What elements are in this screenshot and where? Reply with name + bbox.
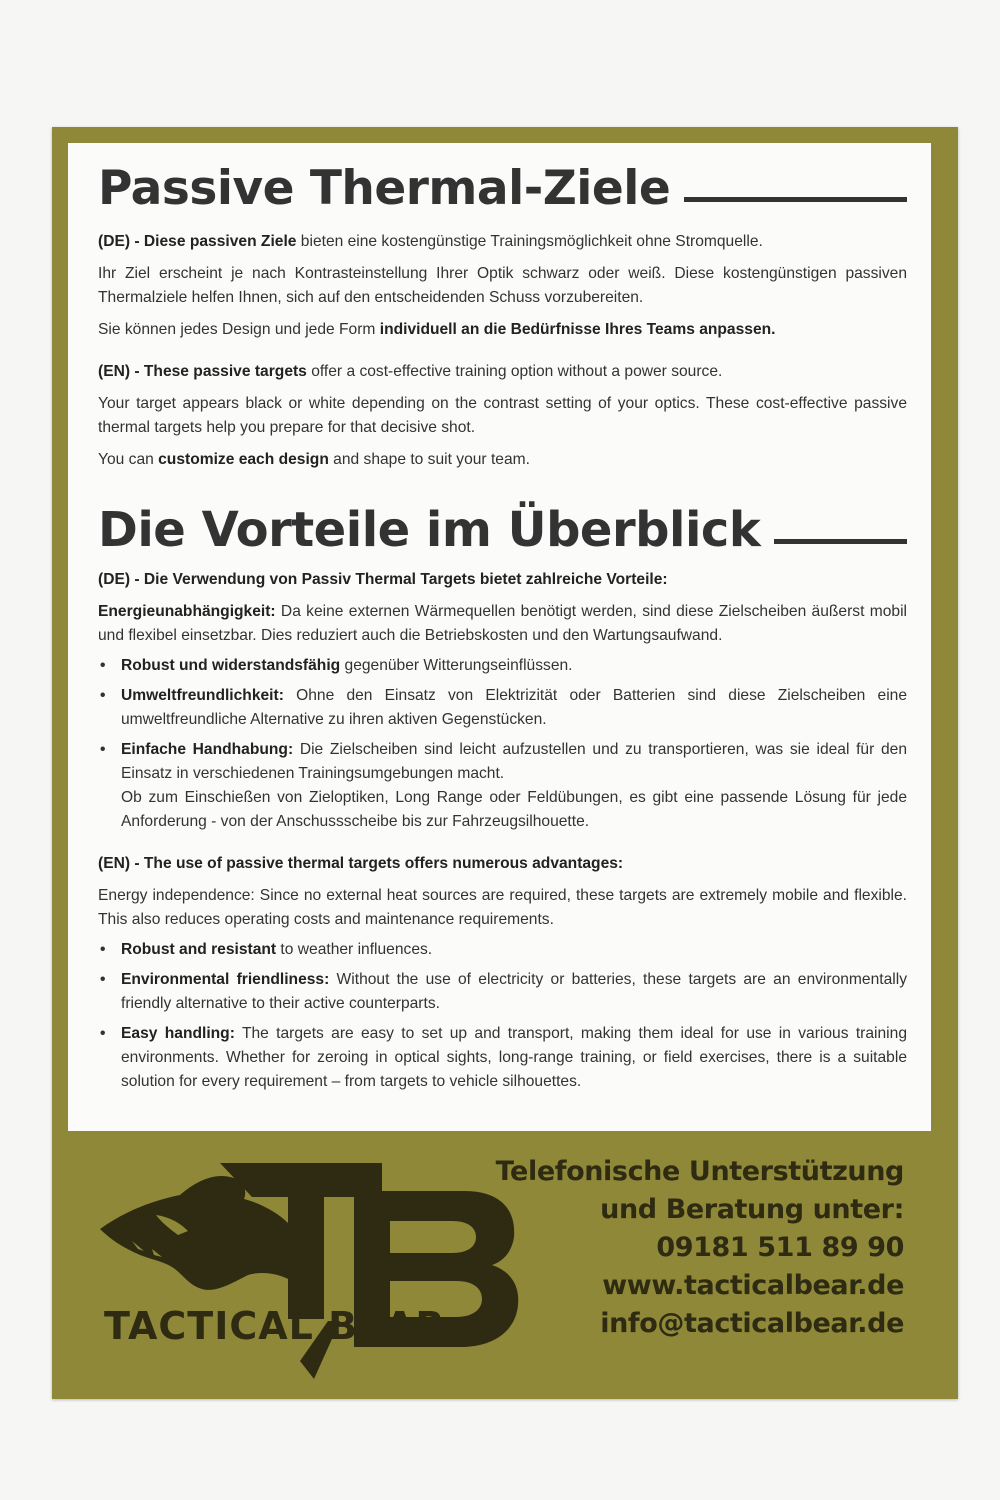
bullet-text: gegenüber Witterungseinflüssen. bbox=[340, 657, 573, 674]
bullet-text: to weather influences. bbox=[276, 941, 433, 958]
bullet-text: Without the use of electricity or batteries, these targets are an environmentally friendly alternative to their active counterparts. bbox=[121, 971, 907, 1012]
bullet-bold: Environmental friendliness: bbox=[121, 971, 330, 988]
en-advantages-heading-text: (EN) - The use of passive thermal targets offers numerous advantages: bbox=[98, 855, 624, 872]
bullet-bold: Robust und widerstandsfähig bbox=[121, 657, 341, 674]
de-intro bbox=[98, 230, 907, 254]
title-underline bbox=[684, 197, 907, 202]
bullet-bold: Einfache Handhabung: bbox=[121, 741, 294, 758]
list-item bbox=[98, 654, 907, 678]
bullet-icon: • bbox=[100, 687, 106, 704]
de-bullet-list bbox=[98, 654, 907, 834]
contact-line-2: und Beratung unter: bbox=[600, 1194, 904, 1225]
content-panel bbox=[68, 143, 931, 1131]
section-title-text: Die Vorteile im Überblick bbox=[98, 502, 761, 558]
bullet-icon: • bbox=[100, 941, 106, 958]
en-paragraph-3 bbox=[98, 448, 907, 472]
de-p3-bold: individuell an die Bedürfnisse Ihres Teams anpassen. bbox=[379, 321, 776, 338]
de-energy-text: Da keine externen Wärmequellen benötigt werden, sind diese Zielscheiben äußerst mobil und flexibel einsetzbar. Dies reduziert auch die Betriebskosten und den Wartungsaufwand. bbox=[98, 603, 907, 644]
phone-number[interactable]: 09181 511 89 90 bbox=[656, 1232, 904, 1263]
list-item bbox=[98, 938, 907, 962]
en-p3-bold: customize each design bbox=[158, 451, 329, 468]
contact-block bbox=[496, 1153, 904, 1343]
logo-wordmark: TACTICAL BEAR bbox=[104, 1304, 446, 1348]
section-title-advantages bbox=[98, 502, 907, 558]
de-energy-bold: Energieunabhängigkeit: bbox=[98, 603, 276, 620]
bullet-extra-text: Ob zum Einschießen von Zieloptiken, Long Range oder Feldübungen, es gibt eine passende Lösung für jede Anforderung - von der Anschussscheibe bis zur Fahrzeugsilhouette. bbox=[121, 789, 907, 830]
bullet-icon: • bbox=[100, 657, 106, 674]
title-underline bbox=[774, 539, 907, 544]
de-advantages-heading bbox=[98, 568, 907, 592]
email-link[interactable]: info@tacticalbear.de bbox=[600, 1308, 904, 1339]
de-advantages-heading-text: (DE) - Die Verwendung von Passiv Thermal Targets bietet zahlreiche Vorteile: bbox=[98, 571, 668, 588]
bullet-bold: Easy handling: bbox=[121, 1025, 235, 1042]
tactical-bear-logo bbox=[92, 1151, 532, 1381]
bullet-icon: • bbox=[100, 741, 106, 758]
en-intro-text: offer a cost-effective training option without a power source. bbox=[306, 363, 723, 380]
en-energy-paragraph: Energy independence: Since no external heat sources are required, these targets are extremely mobile and flexible. This also reduces operating costs and maintenance requirements. bbox=[98, 887, 907, 928]
en-p3-pre: You can bbox=[98, 451, 159, 468]
de-energy-paragraph bbox=[98, 600, 907, 648]
en-bullet-list bbox=[98, 938, 907, 1094]
de-p3-text: Sie können jedes Design und jede Form bbox=[98, 321, 380, 338]
flyer-sheet bbox=[52, 127, 958, 1399]
bullet-bold: Robust and resistant bbox=[121, 941, 277, 958]
de-intro-text: bieten eine kostengünstige Trainingsmöglichkeit ohne Stromquelle. bbox=[296, 233, 763, 250]
en-intro bbox=[98, 360, 907, 384]
de-intro-bold: (DE) - Diese passiven Ziele bbox=[98, 233, 297, 250]
en-intro-bold: (EN) - These passive targets bbox=[98, 363, 307, 380]
en-p3-post: and shape to suit your team. bbox=[328, 451, 530, 468]
footer bbox=[52, 1131, 958, 1399]
list-item bbox=[98, 684, 907, 732]
website-link[interactable]: www.tacticalbear.de bbox=[602, 1270, 904, 1301]
de-paragraph-3 bbox=[98, 318, 907, 342]
contact-line-1: Telefonische Unterstützung bbox=[495, 1156, 904, 1187]
bullet-text: Ohne den Einsatz von Elektrizität oder Batterien sind diese Zielscheiben eine umweltfreundliche Alternative zu ihren aktiven Gegenstücken. bbox=[121, 687, 907, 728]
list-item bbox=[98, 968, 907, 1016]
en-advantages-heading bbox=[98, 852, 907, 876]
section-title-passive-targets bbox=[98, 161, 907, 216]
section-title-text: Passive Thermal-Ziele bbox=[98, 161, 671, 216]
de-paragraph-2: Ihr Ziel erscheint je nach Kontrasteinstellung Ihrer Optik schwarz oder weiß. Diese kostengünstigen passiven Thermalziele helfen Ihnen, sich auf den entscheidenden Schuss vorzubereiten. bbox=[98, 265, 907, 306]
list-item bbox=[98, 738, 907, 834]
bullet-text: Die Zielscheiben sind leicht aufzustellen und zu transportieren, was sie ideal für den Einsatz in verschiedenen Trainingsumgebungen macht. bbox=[121, 741, 907, 782]
bullet-icon: • bbox=[100, 971, 106, 988]
bullet-text: The targets are easy to set up and transport, making them ideal for use in various training environments. Whether for zeroing in optical sights, long-range training, or field exercises, there is a suitable solution for every requirement – from targets to vehicle silhouettes. bbox=[121, 1025, 907, 1090]
list-item bbox=[98, 1022, 907, 1094]
bullet-bold: Umweltfreundlichkeit: bbox=[121, 687, 284, 704]
en-paragraph-2: Your target appears black or white depending on the contrast setting of your optics. These cost-effective passive thermal targets help you prepare for that decisive shot. bbox=[98, 395, 907, 436]
bullet-icon: • bbox=[100, 1025, 106, 1042]
